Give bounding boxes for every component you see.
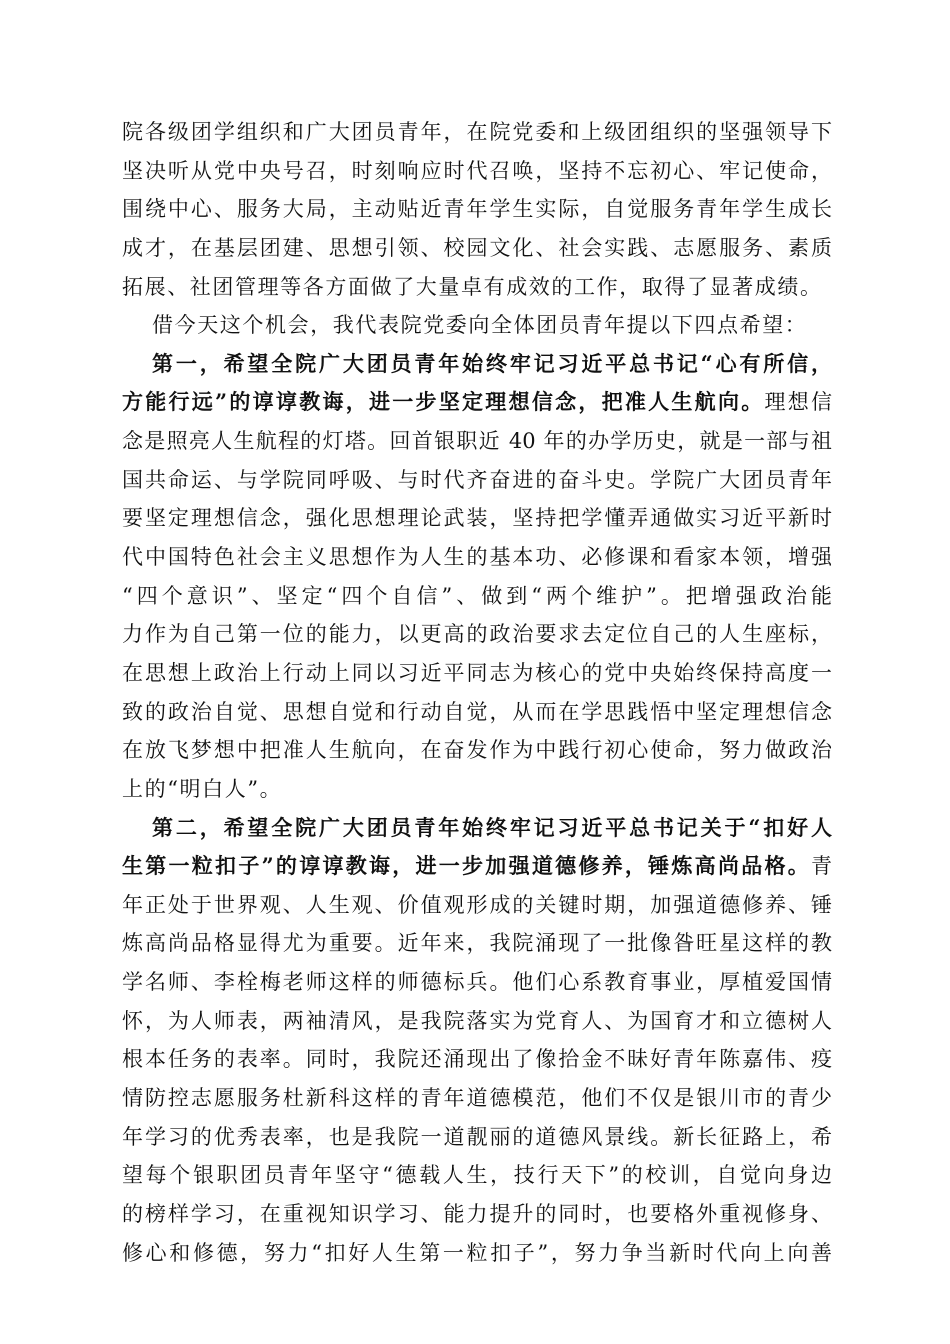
- text-line: [122, 809, 832, 848]
- body-text: 学名师、李栓梅老师这样的师德标兵。他们心系教育事业，厚植爱国情: [122, 970, 832, 995]
- body-text: 青: [811, 854, 832, 879]
- text-line: [122, 1002, 832, 1041]
- bold-text: 第一，希望全院广大团员青年始终牢记习近平总书记“心有所信，: [152, 350, 832, 376]
- body-text: 院各级团学组织和广大团员青年，在院党委和上级团组织的坚强领导下: [122, 120, 832, 144]
- body-text: 望每个银职团员青年坚守“德载人生，技行天下”的校训，自觉向身边: [122, 1163, 832, 1188]
- body-text: 理想信: [764, 390, 833, 415]
- body-text: 年正处于世界观、人生观、价值观形成的关键时期，加强道德修养、锤: [122, 892, 832, 917]
- document-page: [122, 113, 832, 1272]
- text-line: [122, 190, 832, 229]
- text-line: [122, 113, 832, 152]
- body-text: 要坚定理想信念，强化思想理论武装，坚持把学懂弄通做实习近平新时: [122, 506, 832, 531]
- text-line: [122, 654, 832, 693]
- text-line: [122, 383, 832, 422]
- text-line: [122, 1118, 832, 1157]
- body-text: 拓展、社团管理等各方面做了大量卓有成效的工作，取得了显著成绩。: [122, 274, 823, 299]
- body-text: 力作为自己第一位的能力，以更高的政治要求去定位自己的人生座标，: [122, 622, 832, 647]
- text-line: [122, 886, 832, 925]
- text-line: [122, 615, 832, 654]
- text-line: [122, 963, 832, 1002]
- text-line: [122, 461, 832, 500]
- bold-text: 方能行远”的谆谆教诲，进一步坚定理想信念，把准人生航向。: [122, 389, 765, 415]
- body-text: 在思想上政治上行动上同以习近平同志为核心的党中央始终保持高度一: [122, 660, 832, 685]
- text-line: [122, 731, 832, 770]
- body-text: 围绕中心、服务大局，主动贴近青年学生实际，自觉服务青年学生成长: [122, 197, 832, 222]
- bold-text: 生第一粒扣子”的谆谆教诲，进一步加强道德修养，锤炼高尚品格。: [122, 853, 811, 879]
- text-line: [122, 538, 832, 577]
- text-line: [122, 229, 832, 268]
- body-text: 炼高尚品格显得尤为重要。近年来，我院涌现了一批像昝旺星这样的教: [122, 931, 832, 956]
- body-text: 念是照亮人生航程的灯塔。回首银职近 40 年的办学历史，就是一部与祖: [122, 429, 832, 454]
- text-line: [122, 306, 832, 345]
- text-line: [122, 770, 832, 809]
- body-text: 成才，在基层团建、思想引领、校园文化、社会实践、志愿服务、素质: [122, 235, 832, 260]
- text-line: [122, 693, 832, 732]
- body-text: 在放飞梦想中把准人生航向，在奋发作为中践行初心使命，努力做政治: [122, 738, 832, 763]
- text-line: [122, 577, 832, 616]
- body-text: 借今天这个机会，我代表院党委向全体团员青年提以下四点希望：: [152, 313, 808, 338]
- body-text: 坚决听从党中央号召，时刻响应时代召唤，坚持不忘初心、牢记使命，: [122, 158, 832, 183]
- text-line: [122, 1040, 832, 1079]
- text-line: [122, 268, 832, 307]
- text-line: [122, 1156, 832, 1195]
- body-text: 情防控志愿服务杜新科这样的青年道德模范，他们不仅是银川市的青少: [122, 1086, 832, 1111]
- text-line: [122, 422, 832, 461]
- text-line: [122, 1079, 832, 1118]
- body-text: 国共命运、与学院同呼吸、与时代齐奋进的奋斗史。学院广大团员青年: [122, 467, 832, 492]
- text-line: [122, 847, 832, 886]
- body-text: “四个意识”、坚定“四个自信”、做到“两个维护”。把增强政治能: [122, 583, 832, 608]
- body-text: 根本任务的表率。同时，我院还涌现出了像拾金不昧好青年陈嘉伟、疫: [122, 1047, 832, 1072]
- body-text: 代中国特色社会主义思想作为人生的基本功、必修课和看家本领，增强: [122, 545, 832, 570]
- body-text: 修心和修德，努力“扣好人生第一粒扣子”，努力争当新时代向上向善: [122, 1240, 832, 1265]
- bold-text: 第二，希望全院广大团员青年始终牢记习近平总书记关于“扣好人: [152, 814, 832, 840]
- body-text: 上的“明白人”。: [122, 776, 283, 801]
- text-line: [122, 1195, 832, 1234]
- text-line: [122, 152, 832, 191]
- text-line: [122, 924, 832, 963]
- body-text: 的榜样学习，在重视知识学习、能力提升的同时，也要格外重视修身、: [122, 1201, 832, 1226]
- text-line: [122, 499, 832, 538]
- text-line: [122, 345, 832, 384]
- body-text: 年学习的优秀表率，也是我院一道靓丽的道德风景线。新长征路上，希: [122, 1124, 832, 1149]
- body-text: 致的政治自觉、思想自觉和行动自觉，从而在学思践悟中坚定理想信念: [122, 699, 832, 724]
- body-text: 怀，为人师表，两袖清风，是我院落实为党育人、为国育才和立德树人: [122, 1008, 832, 1033]
- text-line: [122, 1234, 832, 1273]
